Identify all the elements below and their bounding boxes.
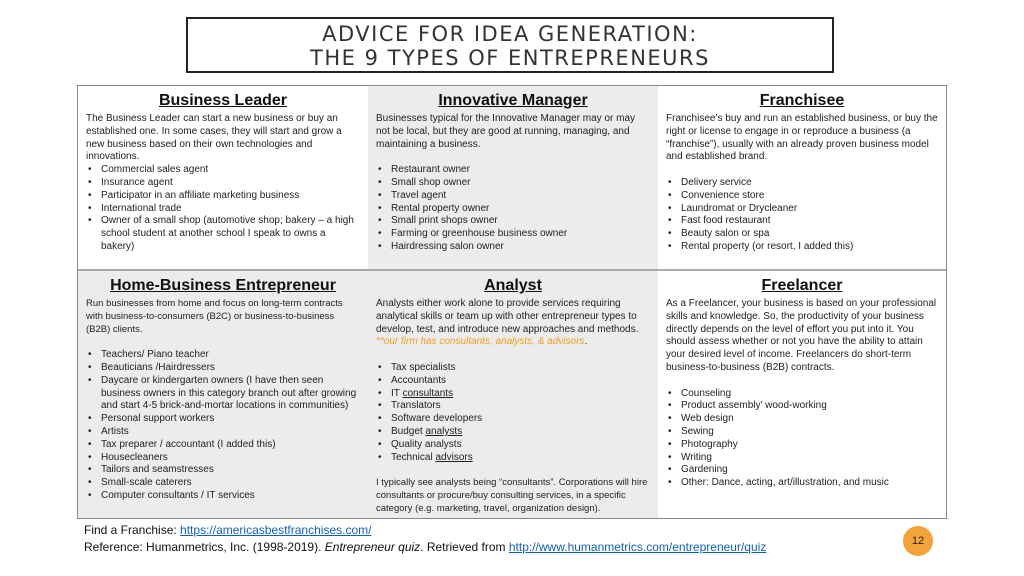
heading-analyst: Analyst xyxy=(484,277,542,294)
list-item: • Daycare or kindergarten owners (I have then seen business owners in this category branch out after growing and start 4-5 brick-and-mortar locations in communities) xyxy=(86,375,360,413)
desc-innovative-manager: Businesses typical for the Innovative Manager may or may not be local, but they are good at running, managing, and maintaining a business. xyxy=(376,113,636,150)
desc-analyst-end: . xyxy=(584,336,588,348)
reference-mid: . Retrieved from xyxy=(420,540,509,554)
list-item: • Quality analysts xyxy=(376,439,650,452)
list-freelancer xyxy=(666,388,938,490)
list-item: • Sewing xyxy=(666,426,938,439)
list-home-business xyxy=(86,349,360,503)
list-item: • Hairdressing salon owner xyxy=(376,241,650,254)
list-item: • Rental property (or resort, I added this) xyxy=(666,241,938,254)
list-item: • Fast food restaurant xyxy=(666,215,938,228)
cell-analyst xyxy=(368,269,658,518)
cell-business-leader xyxy=(78,86,368,269)
desc-analyst xyxy=(376,298,650,349)
cell-freelancer xyxy=(658,269,946,518)
desc-home-business: Run businesses from home and focus on long-term contracts with business-to-consumers (B2C) or business-to-business (B2B) clients. xyxy=(86,298,343,335)
analyst-note: I typically see analysts being “consultants”. Corporations will hire consultants or procure/buy consulting services, in a specific category (e.g. marketing, travel, organization design). xyxy=(376,477,648,514)
list-item: • Tax preparer / accountant (I added this) xyxy=(86,439,360,452)
list-innovative-manager xyxy=(376,164,650,254)
list-item: • Personal support workers xyxy=(86,413,360,426)
list-item: • Restaurant owner xyxy=(376,164,650,177)
franchise-link[interactable]: https://americasbestfranchises.com/ xyxy=(180,523,372,537)
footer-references xyxy=(84,522,766,556)
list-item: • International trade xyxy=(86,203,360,216)
list-item: • Writing xyxy=(666,452,938,465)
list-item: • Rental property owner xyxy=(376,203,650,216)
list-item: • Teachers/ Piano teacher xyxy=(86,349,360,362)
title-line-1: ADVICE FOR IDEA GENERATION: xyxy=(322,22,698,46)
list-item: • Counseling xyxy=(666,388,938,401)
list-item: • Insurance agent xyxy=(86,177,360,190)
list-item: • Travel agent xyxy=(376,190,650,203)
list-item: • Small print shops owner xyxy=(376,215,650,228)
desc-franchisee: Franchisee’s buy and run an established business, or buy the right or license to engage in or reproduce a business (a “franchise”), usually with an already proven business model and established brand. xyxy=(666,113,938,163)
desc-business-leader: The Business Leader can start a new business or buy an established one. In some cases, they will start and grow a new business based on their own technologies and innovations. xyxy=(86,113,342,163)
list-item: • Laundromat or Drycleaner xyxy=(666,203,938,216)
desc-analyst-body: either work alone to provide services requiring analytical skills or team up with other entrepreneur types to develop, test, and introduce new approaches and methods. xyxy=(376,298,639,335)
list-item: • Computer consultants / IT services xyxy=(86,490,360,503)
list-item: • Technical advisors xyxy=(376,452,650,465)
title-line-2: THE 9 TYPES OF ENTREPRENEURS xyxy=(310,46,710,70)
footer-line-1 xyxy=(84,522,766,539)
list-item: • Beauty salon or spa xyxy=(666,228,938,241)
list-item: • Delivery service xyxy=(666,177,938,190)
heading-innovative-manager: Innovative Manager xyxy=(438,92,588,109)
desc-analyst-lead: Analysts xyxy=(376,298,414,309)
reference-label: Reference: Humanmetrics, Inc. (1998-2019). xyxy=(84,540,325,554)
list-item: • Budget analysts xyxy=(376,426,650,439)
list-franchisee xyxy=(666,177,938,254)
entrepreneur-types-table xyxy=(77,85,947,519)
list-item: • IT consultants xyxy=(376,388,650,401)
footer-line-2 xyxy=(84,539,766,556)
heading-franchisee: Franchisee xyxy=(759,92,845,109)
list-item: • Tailors and seamstresses xyxy=(86,464,360,477)
list-item: • Accountants xyxy=(376,375,650,388)
franchise-label: Find a Franchise: xyxy=(84,523,181,537)
list-item: • Product assembly’ wood-working xyxy=(666,400,938,413)
list-business-leader xyxy=(86,164,360,254)
reference-title: Entrepreneur quiz xyxy=(324,540,421,554)
list-item: • Photography xyxy=(666,439,938,452)
list-item: • Artists xyxy=(86,426,360,439)
list-item: • Gardening xyxy=(666,464,938,477)
desc-freelancer: As a Freelancer, your business is based on your professional skills and knowledge. So, the productivity of your business directly depends on the level of effort you put into it. You should assess whether or not you have the ability to attain your desired level of income. Freelancers do short-term business-to-business (B2B) contracts. xyxy=(666,298,937,373)
list-item: • Software developers xyxy=(376,413,650,426)
cell-innovative-manager xyxy=(368,86,658,269)
list-item: • Commercial sales agent xyxy=(86,164,360,177)
list-item: • Small shop owner xyxy=(376,177,650,190)
list-item: • Participator in an affiliate marketing business xyxy=(86,190,360,203)
list-item: • Translators xyxy=(376,400,650,413)
list-analyst xyxy=(376,362,650,464)
slide-title xyxy=(186,17,834,73)
list-item: • Beauticians /Hairdressers xyxy=(86,362,360,375)
list-item: • Housecleaners xyxy=(86,452,360,465)
heading-freelancer: Freelancer xyxy=(761,277,843,294)
heading-home-business: Home-Business Entrepreneur xyxy=(110,277,336,294)
list-item: • Web design xyxy=(666,413,938,426)
list-item: • Tax specialists xyxy=(376,362,650,375)
list-item: • Farming or greenhouse business owner xyxy=(376,228,650,241)
list-item: • Owner of a small shop (automotive shop; bakery – a high school student at another school I speak to owns a bakery) xyxy=(86,215,360,253)
cell-home-business xyxy=(78,269,368,518)
heading-business-leader: Business Leader xyxy=(158,92,288,109)
cell-franchisee xyxy=(658,86,946,269)
page-number-badge: 12 xyxy=(903,526,933,556)
list-item: • Other: Dance, acting, art/illustration, and music xyxy=(666,477,938,490)
list-item: • Small-scale caterers xyxy=(86,477,360,490)
reference-link[interactable]: http://www.humanmetrics.com/entrepreneur/quiz xyxy=(508,540,767,554)
desc-analyst-note: **our firm has consultants, analysts, & advisors xyxy=(376,336,585,348)
list-item: • Convenience store xyxy=(666,190,938,203)
